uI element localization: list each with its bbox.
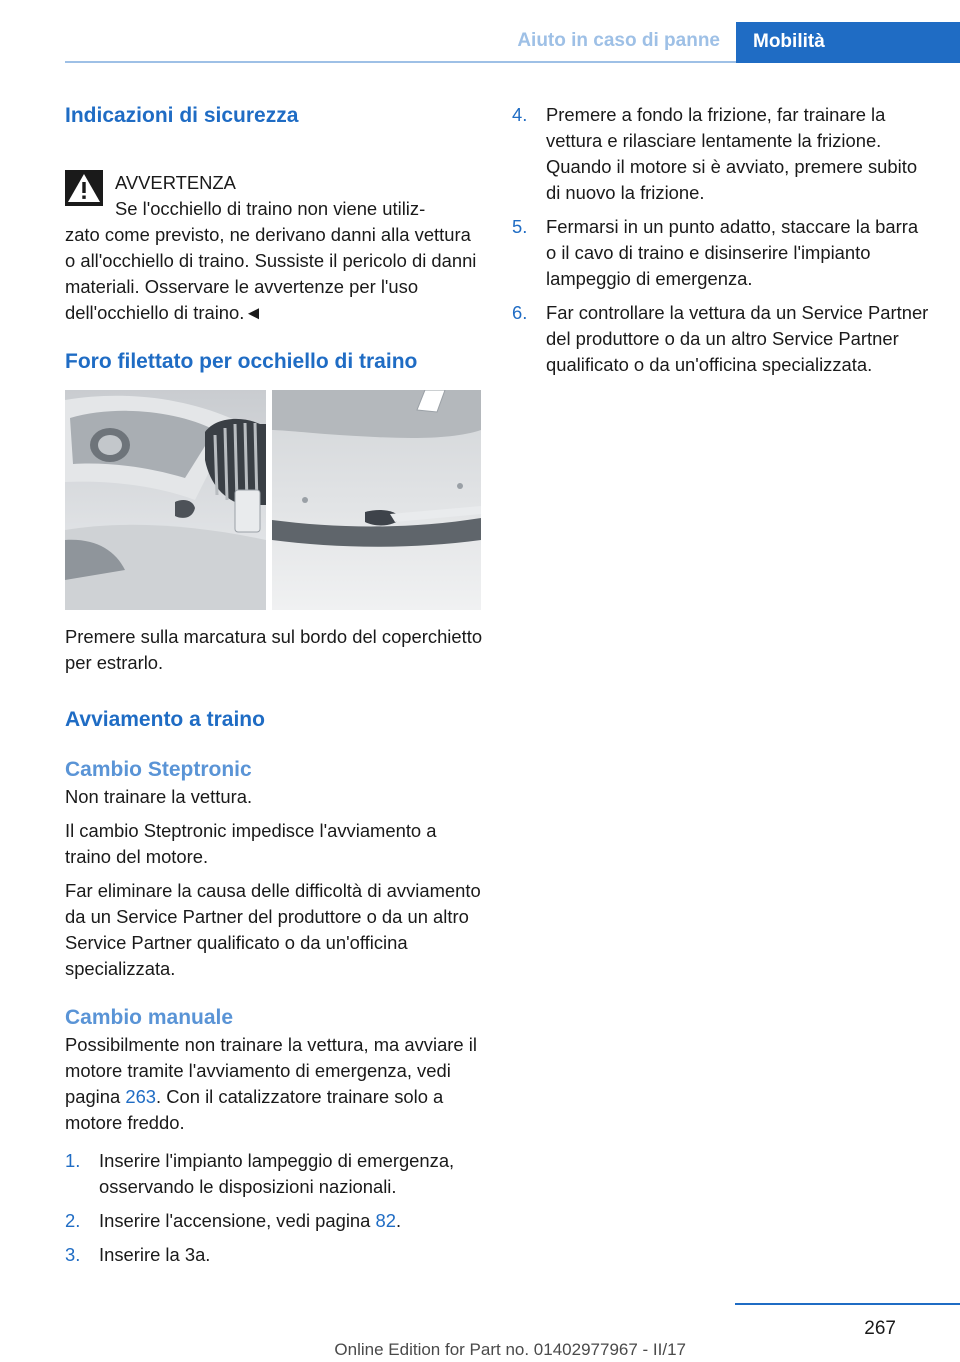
steptronic-paragraph-1: Non trainare la vettura.	[65, 786, 253, 807]
page-link-82[interactable]: 82	[375, 1210, 396, 1231]
warning-triangle-icon	[65, 170, 103, 206]
step-text: Inserire la 3a.	[99, 1244, 211, 1265]
step-number: 6.	[512, 302, 528, 323]
list-item	[512, 214, 932, 292]
steps-list-right	[512, 102, 932, 378]
steptronic-heading: Cambio Steptronic	[65, 758, 252, 781]
footer-rule	[735, 1303, 960, 1305]
step-text: Far controllare la vettura da un Service Partner del produttore o da un altro Service Partner qualificato o da un'officina specializzata.	[546, 302, 929, 375]
step-text: Inserire l'accensione, vedi pagina	[99, 1210, 376, 1231]
step-number: 4.	[512, 104, 528, 125]
header-section-title: Aiuto in caso di panne	[517, 30, 720, 51]
step-number: 5.	[512, 216, 528, 237]
bumper-figure	[65, 390, 481, 610]
bumper-illustration	[65, 390, 481, 610]
step-number: 1.	[65, 1150, 81, 1171]
manual-text-before: Possibilmente non trainare la vettura, ma avviare il motore tramite l'avviamento di emergenza, vedi pagina	[65, 1034, 477, 1107]
warning-block	[65, 130, 483, 326]
manual-gearbox-paragraph	[65, 1032, 483, 1136]
manual-gearbox-heading: Cambio manuale	[65, 1006, 234, 1029]
left-column	[65, 102, 483, 1268]
steptronic-paragraph-3: Far eliminare la causa delle difficoltà di avviamento da un Service Partner del produttore o da un altro Service Partner qualificato o da un'officina specializzata.	[65, 880, 481, 979]
figure-caption: Premere sulla marcatura sul bordo del coperchietto per estrarlo.	[65, 626, 483, 673]
header-chapter-label: Mobilità	[753, 31, 825, 52]
warning-label: AVVERTENZA	[115, 172, 236, 193]
warning-text-first-line: Se l'occhiello di traino non viene utiliz-	[115, 198, 426, 219]
list-item	[512, 300, 932, 378]
list-item	[65, 1208, 483, 1234]
safety-heading: Indicazioni di sicurezza	[65, 104, 299, 127]
manual-text-after: . Con il catalizzatore trainare solo a motore freddo.	[65, 1086, 444, 1133]
step-number: 2.	[65, 1210, 81, 1231]
page-link-263[interactable]: 263	[125, 1086, 157, 1107]
header-chapter-tab	[736, 22, 960, 63]
step-text: Premere a fondo la frizione, far trainare la vettura e rilasciare lentamente la frizione. Quando il motore si è avviato, premere subito di nuovo la frizione.	[546, 104, 918, 203]
step-text: Fermarsi in un punto adatto, staccare la barra o il cavo di traino e disinserire l'impianto lampeggio di emergenza.	[546, 216, 919, 289]
list-item	[65, 1242, 483, 1268]
page-number: 267	[864, 1318, 896, 1339]
list-item	[65, 1148, 483, 1200]
edition-note: Online Edition for Part no. 01402977967 - II/17	[334, 1340, 686, 1359]
list-item	[512, 102, 932, 206]
step-text: Inserire l'impianto lampeggio di emergenza, osservando le disposizioni nazionali.	[99, 1150, 455, 1197]
steps-list-left	[65, 1148, 483, 1268]
step-text-after: .	[395, 1210, 402, 1231]
right-column	[512, 102, 932, 378]
step-number: 3.	[65, 1244, 81, 1265]
steptronic-paragraph-2: Il cambio Steptronic impedisce l'avviamento a traino del motore.	[65, 820, 437, 867]
tow-start-heading: Avviamento a traino	[65, 708, 265, 731]
warning-text: zato come previsto, ne derivano danni alla vettura o all'occhiello di traino. Sussiste il pericolo di danni materiali. Osservare le avvertenze per l'uso dell'occhiello di traino.◄	[65, 224, 477, 323]
threaded-hole-heading: Foro filettato per occhiello di traino	[65, 350, 418, 373]
